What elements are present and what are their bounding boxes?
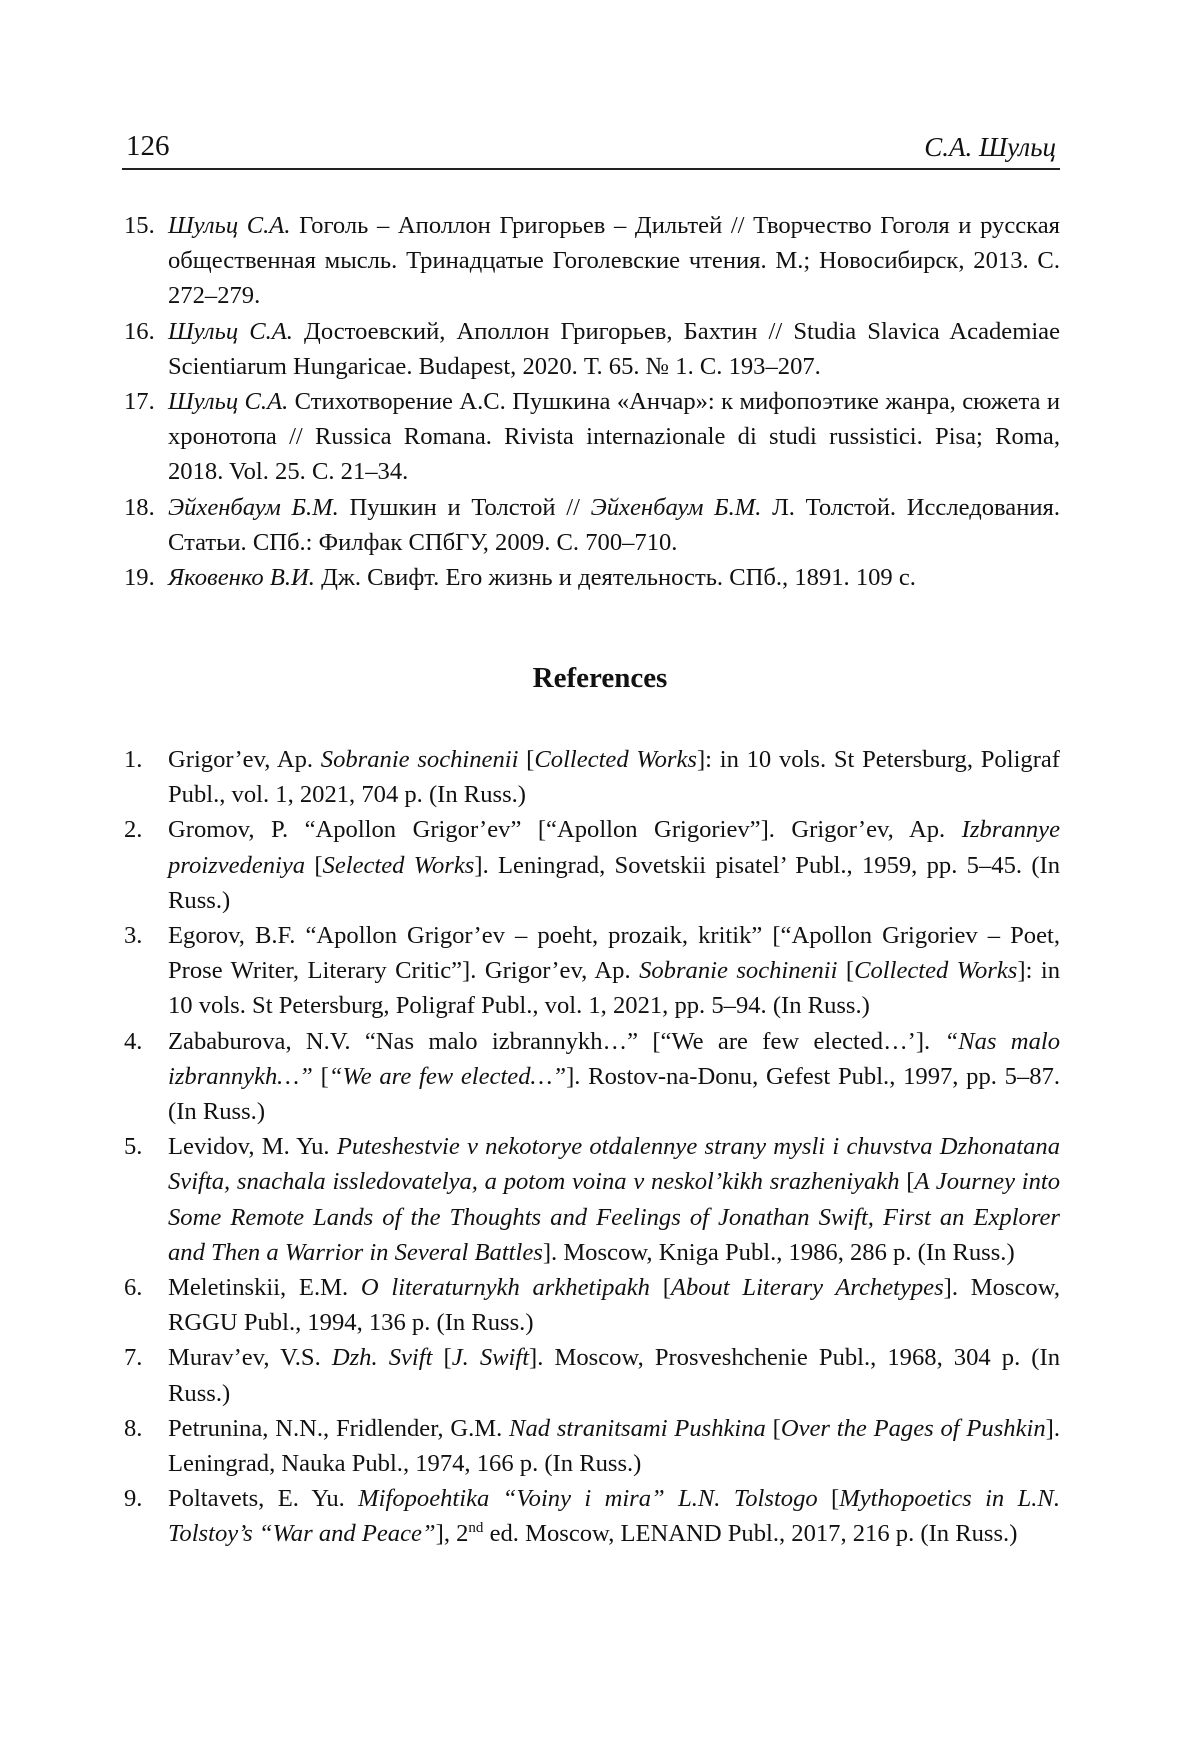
bibliography-entry bbox=[124, 208, 1060, 314]
ref-title: Sobranie sochinenii bbox=[639, 957, 838, 985]
ref-title: Izbrannye proizvedeniya bbox=[168, 816, 1060, 879]
ref-bracket: [ bbox=[305, 851, 323, 879]
entry-author: Яковенко В.И. bbox=[168, 564, 315, 592]
entry-number: 5. bbox=[124, 1133, 143, 1161]
entry-author: Шульц С.А. bbox=[168, 317, 293, 345]
ref-bracket: [ bbox=[518, 746, 535, 773]
reference-entry bbox=[124, 812, 1060, 918]
ref-title-translation: “We are few elected…” bbox=[328, 1062, 567, 1090]
ref-details: ]. Leningrad, Nauka Publ., 1974, 166 p. (In Russ.) bbox=[168, 1414, 1060, 1478]
entry-author-second: Эйхенбаум Б.М. bbox=[590, 493, 762, 521]
reference-entry bbox=[124, 1129, 1060, 1270]
entry-text: Пушкин и Толстой // bbox=[338, 493, 591, 521]
page-header bbox=[122, 124, 1060, 170]
ref-details: ], 2 bbox=[435, 1520, 469, 1548]
reference-entry bbox=[124, 918, 1060, 1024]
running-head-author: С.А. Шульц bbox=[924, 132, 1056, 162]
ref-title: Mifopoehtika “Voiny i mira” L.N. Tolstogo bbox=[358, 1485, 818, 1513]
ref-details: ]. Moscow, Prosveshchenie Publ., 1968, 304 p. (In Russ.) bbox=[168, 1344, 1060, 1407]
entry-text: Дж. Свифт. Его жизнь и деятельность. СПб., 1891. 109 с. bbox=[314, 564, 916, 592]
ref-title-translation: Selected Works bbox=[322, 851, 475, 879]
references-list bbox=[124, 742, 1060, 1552]
ref-details: ]: in 10 vols. St Petersburg, Poligraf Publ., vol. 1, 2021, pp. 5–94. (In Russ.) bbox=[168, 957, 1060, 1020]
reference-entry bbox=[124, 1024, 1060, 1130]
reference-entry bbox=[124, 742, 1060, 812]
bibliography-entry bbox=[124, 560, 1060, 595]
ref-bracket: [ bbox=[837, 957, 855, 985]
entry-author: Шульц С.А. bbox=[168, 212, 291, 239]
reference-entry bbox=[124, 1270, 1060, 1340]
entry-text: Стихотворение А.С. Пушкина «Анчар»: к мифопоэтике жанра, сюжета и хронотопа // Russica Romana. Rivista internazionale di studi russistici. Pisa; Roma, 2018. Vol. 25. С. 21–34. bbox=[168, 388, 1060, 486]
ref-title: Dzh. Svift bbox=[331, 1344, 433, 1372]
entry-number: 4. bbox=[124, 1027, 143, 1055]
bibliography-entry bbox=[124, 314, 1060, 384]
ref-title: Sobranie sochinenii bbox=[320, 746, 519, 773]
ref-details: ]: in 10 vols. St Petersburg, Poligraf Publ., vol. 1, 2021, 704 p. (In Russ.) bbox=[168, 746, 1060, 809]
bibliography-entry bbox=[124, 384, 1060, 490]
entry-number: 6. bbox=[124, 1274, 143, 1302]
ref-superscript: nd bbox=[468, 1520, 484, 1537]
ref-details: ]. Leningrad, Sovetskii pisatel’ Publ., 1959, pp. 5–45. (In Russ.) bbox=[168, 851, 1060, 914]
reference-entry bbox=[124, 1340, 1060, 1410]
entry-number: 1. bbox=[124, 746, 143, 773]
ref-bracket: [ bbox=[899, 1168, 915, 1196]
reference-entry bbox=[124, 1411, 1060, 1481]
ref-details: ]. Moscow, Kniga Publ., 1986, 286 p. (In Russ.) bbox=[542, 1238, 1015, 1266]
ref-bracket: [ bbox=[817, 1485, 840, 1513]
ref-title: Puteshestvie v nekotorye otdalennye strany mysli i chuvstva Dzhonatana Svifta, snachala issledovatelya, a potom voina v neskol’kikh srazheniyakh bbox=[168, 1133, 1060, 1196]
references-heading: References bbox=[532, 662, 668, 694]
entry-number: 7. bbox=[124, 1344, 143, 1372]
page-number: 126 bbox=[126, 130, 170, 162]
ref-details: ]. Moscow, RGGU Publ., 1994, 136 p. (In Russ.) bbox=[168, 1274, 1061, 1337]
reference-entry bbox=[124, 1481, 1060, 1551]
entry-number: 18. bbox=[124, 493, 155, 521]
entry-number: 8. bbox=[124, 1414, 143, 1442]
ref-title-translation: Collected Works bbox=[854, 957, 1018, 985]
bibliography-list bbox=[124, 208, 1060, 595]
ref-title-translation: J. Swift bbox=[451, 1344, 530, 1372]
ref-author: Meletinskii, E.M. bbox=[168, 1274, 361, 1302]
entry-text-second: Л. Толстой. Исследования. Статьи. СПб.: Филфак СПбГУ, 2009. С. 700–710. bbox=[168, 493, 1060, 556]
ref-title-translation: Mythopoetics in L.N. Tolstoy’s “War and Peace” bbox=[168, 1485, 1060, 1548]
ref-bracket: [ bbox=[765, 1414, 781, 1442]
ref-author: Grigor’ev, Ap. bbox=[168, 746, 321, 773]
entry-author: Шульц С.А. bbox=[168, 388, 289, 416]
ref-bracket: [ bbox=[432, 1344, 452, 1372]
entry-text: Достоевский, Аполлон Григорьев, Бахтин // Studia Slavica Academiae Scientiarum Hungaricae. Budapest, 2020. Т. 65. № 1. С. 193–207. bbox=[168, 317, 1060, 380]
ref-author: Levidov, M. Yu. bbox=[168, 1133, 337, 1161]
entry-number: 15. bbox=[124, 212, 155, 239]
ref-title: Nad stranitsami Pushkina bbox=[509, 1414, 766, 1442]
entry-author: Эйхенбаум Б.М. bbox=[168, 493, 339, 521]
ref-title-translation: A Journey into Some Remote Lands of the Thoughts and Feelings of Jonathan Swift, First an Explorer and Then a Warrior in Several Battles bbox=[168, 1168, 1060, 1266]
ref-title-translation: Collected Works bbox=[534, 746, 697, 773]
bibliography-entry bbox=[124, 490, 1060, 560]
entry-number: 9. bbox=[124, 1485, 143, 1513]
ref-title: O literaturnykh arkhetipakh bbox=[360, 1274, 650, 1302]
ref-author: Petrunina, N.N., Fridlender, G.M. bbox=[168, 1414, 510, 1442]
ref-details: ]. Rostov-na-Donu, Gefest Publ., 1997, pp. 5–87. (In Russ.) bbox=[168, 1062, 1061, 1126]
entry-number: 3. bbox=[124, 922, 143, 950]
ref-author: Egorov, B.F. “Apollon Grigor’ev – poeht, prozaik, kritik” [“Apollon Grigoriev – Poet, Prose Writer, Literary Critic”]. Grigor’ev, Ap. bbox=[168, 922, 1060, 985]
entry-number: 19. bbox=[124, 564, 155, 592]
ref-author: Poltavets, E. Yu. bbox=[168, 1485, 359, 1513]
ref-title: “Nas malo izbrannykh…” bbox=[168, 1027, 1060, 1090]
entry-number: 17. bbox=[124, 388, 155, 416]
entry-text: Гоголь – Аполлон Григорьев – Дильтей // Творчество Гоголя и русская общественная мысль. Тринадцатые Гоголевские чтения. М.; Новосибирск, 2013. С. 272–279. bbox=[168, 212, 1060, 310]
ref-bracket: [ bbox=[649, 1274, 671, 1302]
ref-author: Zababurova, N.V. “Nas malo izbrannykh…” [“We are few elected…’]. bbox=[168, 1027, 945, 1055]
entry-number: 2. bbox=[124, 816, 143, 844]
ref-author: Murav’ev, V.S. bbox=[168, 1344, 332, 1372]
entry-number: 16. bbox=[124, 317, 155, 345]
ref-details-end: ed. Moscow, LENAND Publ., 2017, 216 p. (In Russ.) bbox=[483, 1520, 1018, 1548]
ref-title-translation: About Literary Archetypes bbox=[670, 1274, 944, 1302]
ref-title-translation: Over the Pages of Pushkin bbox=[780, 1414, 1046, 1442]
ref-bracket: [ bbox=[312, 1062, 329, 1090]
ref-author: Gromov, P. “Apollon Grigor’ev” [“Apollon Grigoriev”]. Grigor’ev, Ap. bbox=[168, 816, 962, 844]
